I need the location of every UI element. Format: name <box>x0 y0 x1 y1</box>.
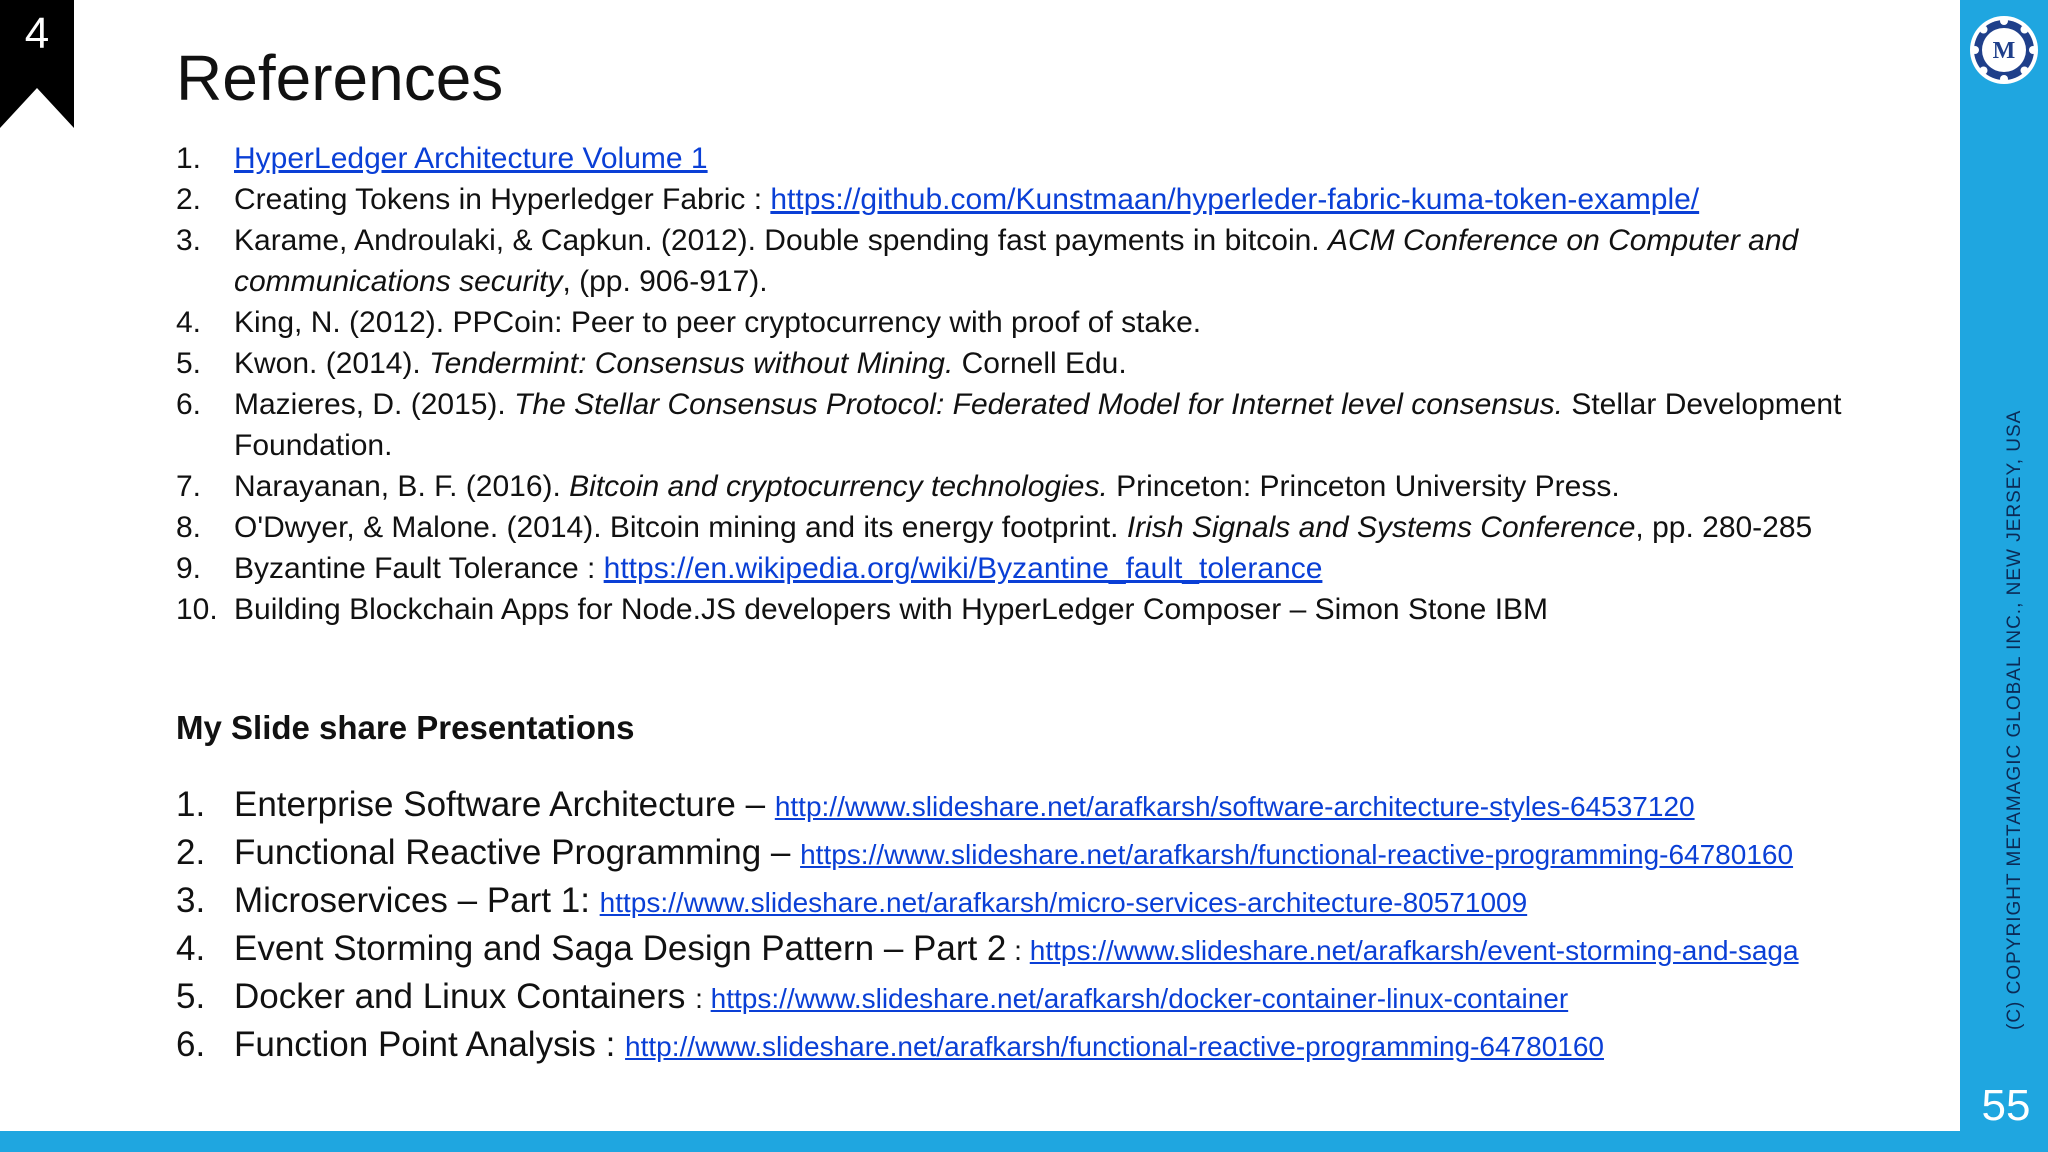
company-logo <box>1966 12 2042 88</box>
references-list <box>176 138 1896 630</box>
list-item: 2. Functional Reactive Programming – https://www.slideshare.net/arafkarsh/functional-reactive-programming-64780160 <box>176 833 1794 872</box>
reference-item: 6. Mazieres, D. (2015). The Stellar Consensus Protocol: Federated Model for Internet level consensus. Stellar Development Foundation. <box>176 388 1842 462</box>
svg-text:M: M <box>1992 38 2016 64</box>
reference-item: 9. Byzantine Fault Tolerance : https://en.wikipedia.org/wiki/Byzantine_fault_tolerance <box>176 552 1323 585</box>
logo-icon <box>1966 12 2042 88</box>
reference-link[interactable]: https://en.wikipedia.org/wiki/Byzantine_fault_tolerance <box>603 552 1323 585</box>
list-item: 1. Enterprise Software Architecture – http://www.slideshare.net/arafkarsh/software-architecture-styles-64537120 <box>176 785 1695 824</box>
reference-item: 3. Karame, Androulaki, & Capkun. (2012). Double spending fast payments in bitcoin. ACM Conference on Computer and communications security, (pp. 906-917). <box>176 224 1799 298</box>
reference-item: 2. Creating Tokens in Hyperledger Fabric : https://github.com/Kunstmaan/hyperleder-fabric-kuma-token-example/ <box>176 183 1700 216</box>
reference-item: 10. Building Blockchain Apps for Node.JS developers with HyperLedger Composer – Simon Stone IBM <box>176 593 1549 626</box>
reference-item: 5. Kwon. (2014). Tendermint: Consensus without Mining. Cornell Edu. <box>176 347 1127 380</box>
list-item: 5. Docker and Linux Containers : https://www.slideshare.net/arafkarsh/docker-container-linux-container <box>176 977 1569 1016</box>
slideshare-link[interactable]: https://www.slideshare.net/arafkarsh/micro-services-architecture-80571009 <box>599 887 1528 918</box>
reference-item: 8. O'Dwyer, & Malone. (2014). Bitcoin mining and its energy footprint. Irish Signals and Systems Conference, pp. 280-285 <box>176 511 1813 544</box>
list-item: 6. Function Point Analysis : http://www.slideshare.net/arafkarsh/functional-reactive-programming-64780160 <box>176 1025 1604 1064</box>
page-title: References <box>176 42 504 114</box>
slideshare-heading: My Slide share Presentations <box>176 709 635 746</box>
bottom-accent-bar <box>0 1131 1960 1152</box>
reference-item: 1. HyperLedger Architecture Volume 1 <box>176 142 708 175</box>
list-item: 4. Event Storming and Saga Design Pattern – Part 2 : https://www.slideshare.net/arafkarsh/event-storming-and-saga <box>176 929 1799 968</box>
slideshare-link[interactable]: http://www.slideshare.net/arafkarsh/software-architecture-styles-64537120 <box>774 791 1695 822</box>
reference-item: 7. Narayanan, B. F. (2016). Bitcoin and cryptocurrency technologies. Princeton: Princeton University Press. <box>176 470 1620 503</box>
list-item: 3. Microservices – Part 1: https://www.slideshare.net/arafkarsh/micro-services-architecture-80571009 <box>176 881 1528 920</box>
reference-link[interactable]: HyperLedger Architecture Volume 1 <box>234 142 708 175</box>
slideshare-link[interactable]: https://www.slideshare.net/arafkarsh/docker-container-linux-container <box>710 983 1569 1014</box>
section-number: 4 <box>24 9 50 58</box>
slideshare-link[interactable]: https://www.slideshare.net/arafkarsh/functional-reactive-programming-64780160 <box>800 839 1794 870</box>
reference-item: 4. King, N. (2012). PPCoin: Peer to peer cryptocurrency with proof of stake. <box>176 306 1202 339</box>
page-number: 55 <box>1981 1081 2031 1130</box>
slideshare-link[interactable]: http://www.slideshare.net/arafkarsh/functional-reactive-programming-64780160 <box>625 1031 1604 1062</box>
slideshare-list <box>176 782 1896 1070</box>
slideshare-link[interactable]: https://www.slideshare.net/arafkarsh/event-storming-and-saga <box>1029 935 1799 966</box>
copyright-notice: (C) COPYRIGHT METAMAGIC GLOBAL INC., NEW JERSEY, USA <box>2004 409 2025 1030</box>
reference-link[interactable]: https://github.com/Kunstmaan/hyperleder-fabric-kuma-token-example/ <box>770 183 1700 216</box>
